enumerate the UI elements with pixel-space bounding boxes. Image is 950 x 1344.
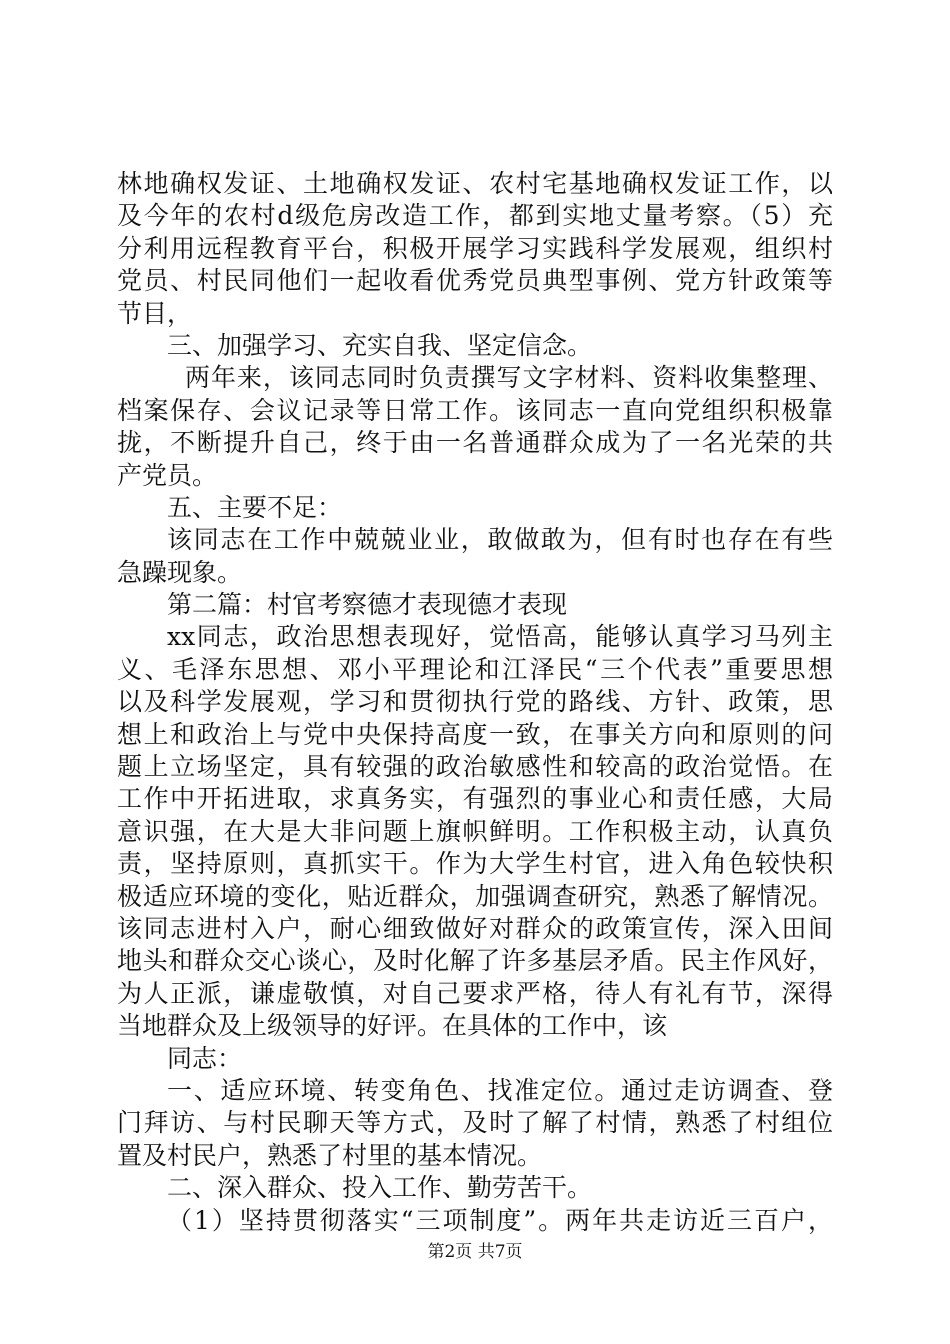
text-line: 意识强，在大是大非问题上旗帜鲜明。工作积极主动，认真负 — [117, 816, 833, 846]
text-line: 两年来，该同志同时负责撰写文字材料、资料收集整理、 — [185, 363, 833, 393]
text-line: 急躁现象。 — [117, 557, 243, 587]
text-line: 节目， — [117, 298, 193, 328]
text-line: 想上和政治上与党中央保持高度一致，在事关方向和原则的问 — [117, 719, 833, 749]
text-line: 林地确权发证、土地确权发证、农村宅基地确权发证工作，以 — [117, 169, 833, 198]
text-line: 义、毛泽东思想、邓小平理论和江泽民“三个代表”重要思想 — [117, 654, 833, 684]
text-line: 及今年的农村d级危房改造工作，都到实地丈量考察。（5）充 — [117, 201, 833, 231]
text-line: 该同志进村入户，耐心细致做好对群众的政策宣传，深入田间 — [117, 913, 833, 943]
text-line: 一、适应环境、转变角色、找准定位。通过走访调查、登 — [167, 1075, 833, 1105]
text-line: 该同志在工作中兢兢业业，敢做敢为，但有时也存在有些 — [167, 525, 833, 555]
text-line: 以及科学发展观，学习和贯彻执行党的路线、方针、政策，思 — [117, 687, 833, 717]
text-line: 同志： — [167, 1043, 243, 1073]
section-heading: 三、加强学习、充实自我、坚定信念。 — [167, 330, 593, 360]
text-line: 产党员。 — [117, 460, 218, 490]
body-text — [117, 168, 833, 1237]
text-line: 党员、村民同他们一起收看优秀党员典型事例、党方针政策等 — [117, 266, 833, 296]
chapter-heading: 第二篇：村官考察德才表现德才表现 — [167, 590, 568, 620]
text-line: （1）坚持贯彻落实“三项制度”。两年共走访近三百户， — [167, 1205, 833, 1235]
text-line: 当地群众及上级领导的好评。在具体的工作中，该 — [117, 1011, 668, 1041]
text-line: 拢，不断提升自己，终于由一名普通群众成为了一名光荣的共 — [117, 428, 833, 458]
text-line: 档案保存、会议记录等日常工作。该同志一直向党组织积极靠 — [117, 395, 833, 425]
text-line: 置及村民户，熟悉了村里的基本情况。 — [117, 1140, 543, 1170]
text-line: 极适应环境的变化，贴近群众，加强调查研究，熟悉了解情况。 — [117, 881, 833, 911]
text-line: 责，坚持原则，真抓实干。作为大学生村官，进入角色较快积 — [117, 849, 833, 879]
text-line: 题上立场坚定，具有较强的政治敏感性和较高的政治觉悟。在 — [117, 752, 833, 782]
text-line: 门拜访、与村民聊天等方式，及时了解了村情，熟悉了村组位 — [117, 1108, 833, 1138]
section-heading: 五、主要不足： — [167, 492, 343, 522]
text-line: 为人正派，谦虚敬慎，对自己要求严格，待人有礼有节，深得 — [117, 978, 833, 1008]
page-number: 第2页 共7页 — [427, 1242, 523, 1262]
section-heading: 二、深入群众、投入工作、勤劳苦干。 — [167, 1173, 593, 1203]
page-footer — [0, 1242, 950, 1262]
text-line: 分利用远程教育平台，积极开展学习实践科学发展观，组织村 — [117, 233, 833, 263]
text-line: xx同志，政治思想表现好，觉悟高，能够认真学习马列主 — [167, 622, 833, 652]
text-line: 地头和群众交心谈心，及时化解了许多基层矛盾。民主作风好， — [117, 946, 833, 976]
text-line: 工作中开拓进取，求真务实，有强烈的事业心和责任感，大局 — [117, 784, 833, 814]
